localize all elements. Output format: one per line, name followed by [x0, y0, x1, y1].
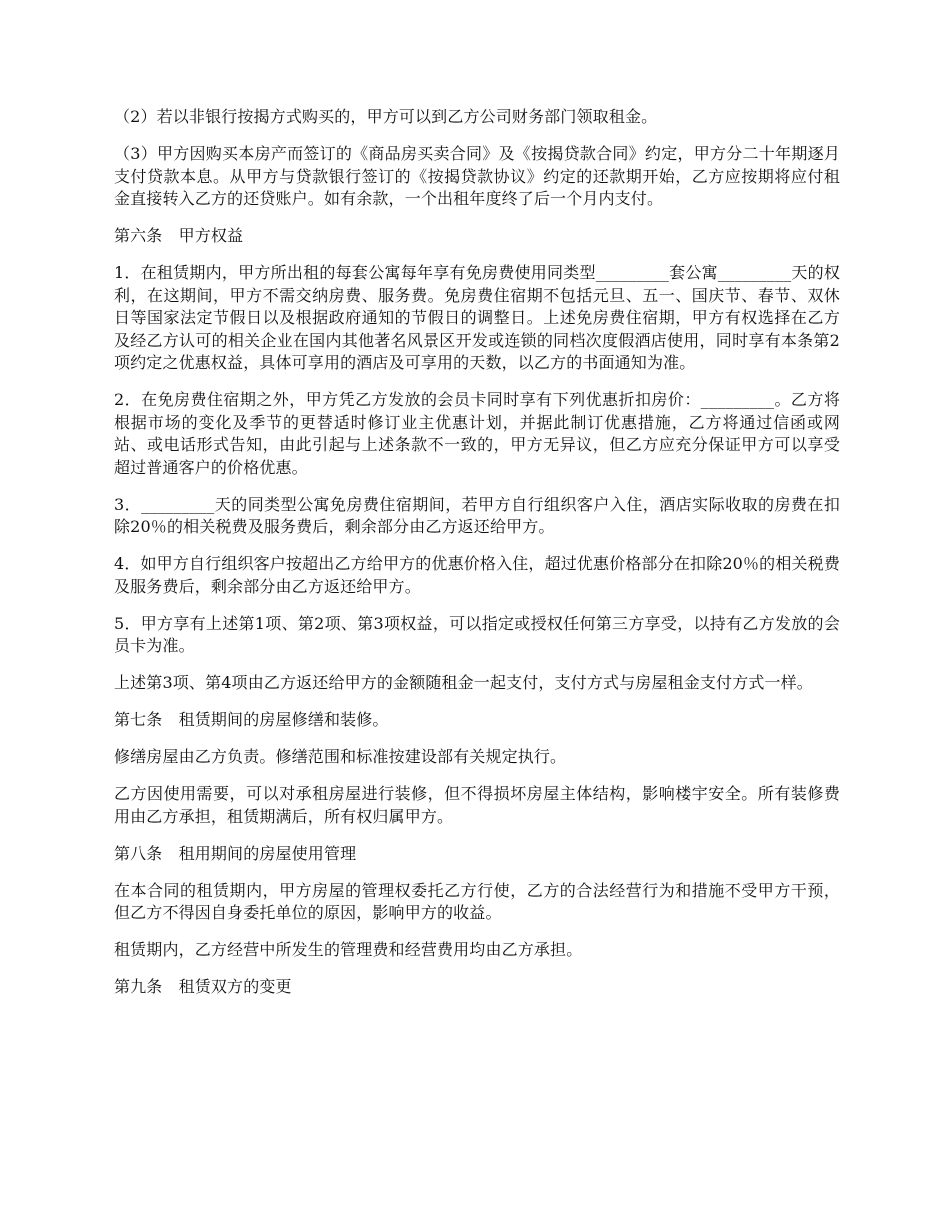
paragraph: （3）甲方因购买本房产而签订的《商品房买卖合同》及《按揭贷款合同》约定，甲方分二十年期逐月支付贷款本息。从甲方与贷款银行签订的《按揭贷款协议》约定的还款期开始，乙方应按期将应付租金直接转入乙方的还贷账户。如有余款，一个出租年度终了后一个月内支付。 [114, 144, 840, 208]
paragraph: 租赁期内，乙方经营中所发生的管理费和经营费用均由乙方承担。 [114, 940, 583, 959]
paragraph: 2．在免房费住宿期之外，甲方凭乙方发放的会员卡同时享有下列优惠折扣房价：_________。乙方将根据市场的变化及季节的更替适时修订业主优惠计划，并据此制订优惠措施，乙方将通过信函或网站、或电话形式告知，由此引起与上述条款不一致的，甲方无异议，但乙方应充分保证甲方可以享受超过普通客户的价格优惠。 [114, 390, 840, 477]
paragraph: 在本合同的租赁期内，甲方房屋的管理权委托乙方行使，乙方的合法经营行为和措施不受甲方干预，但乙方不得因自身委托单位的原因，影响甲方的收益。 [114, 880, 840, 922]
paragraph: 乙方因使用需要，可以对承租房屋进行装修，但不得损坏房屋主体结构，影响楼宇安全。所有装修费用由乙方承担，租赁期满后，所有权归属甲方。 [114, 784, 840, 826]
section-heading: 第六条 甲方权益 [114, 226, 244, 245]
section-heading: 第七条 租赁期间的房屋修缮和装修。 [114, 710, 389, 729]
paragraph: 上述第3项、第4项由乙方返还给甲方的金额随租金一起支付，支付方式与房屋租金支付方式一样。 [114, 673, 813, 692]
section-heading: 第九条 租赁双方的变更 [114, 977, 292, 996]
paragraph: 5．甲方享有上述第1项、第2项、第3项权益，可以指定或授权任何第三方享受，以持有乙方发放的会员卡为准。 [114, 613, 840, 655]
paragraph: 1．在租赁期内，甲方所出租的每套公寓每年享有免房费使用同类型_________套公寓_________天的权利，在这期间，甲方不需交纳房费、服务费。免房费住宿期不包括元旦、五一、国庆节、春节、双休日等国家法定节假日以及根据政府通知的节假日的调整日。上述免房费住宿期，甲方有权选择在乙方及经乙方认可的相关企业在国内其他著名风景区开发或连锁的同档次度假酒店使用，同时享有本条第2项约定之优惠权益，具体可享用的酒店及可享用的天数，以乙方的书面通知为准。 [114, 263, 840, 372]
paragraph: 4．如甲方自行组织客户按超出乙方给甲方的优惠价格入住，超过优惠价格部分在扣除20％的相关税费及服务费后，剩余部分由乙方返还给甲方。 [114, 554, 840, 596]
paragraph: （2）若以非银行按揭方式购买的，甲方可以到乙方公司财务部门领取租金。 [114, 107, 658, 126]
document-body [114, 106, 840, 1013]
paragraph: 3．_________天的同类型公寓免房费住宿期间，若甲方自行组织客户入住，酒店实际收取的房费在扣除20％的相关税费及服务费后，剩余部分由乙方返还给甲方。 [114, 494, 840, 536]
section-heading: 第八条 租用期间的房屋使用管理 [114, 843, 357, 863]
paragraph: 修缮房屋由乙方负责。修缮范围和标准按建设部有关规定执行。 [114, 747, 567, 766]
